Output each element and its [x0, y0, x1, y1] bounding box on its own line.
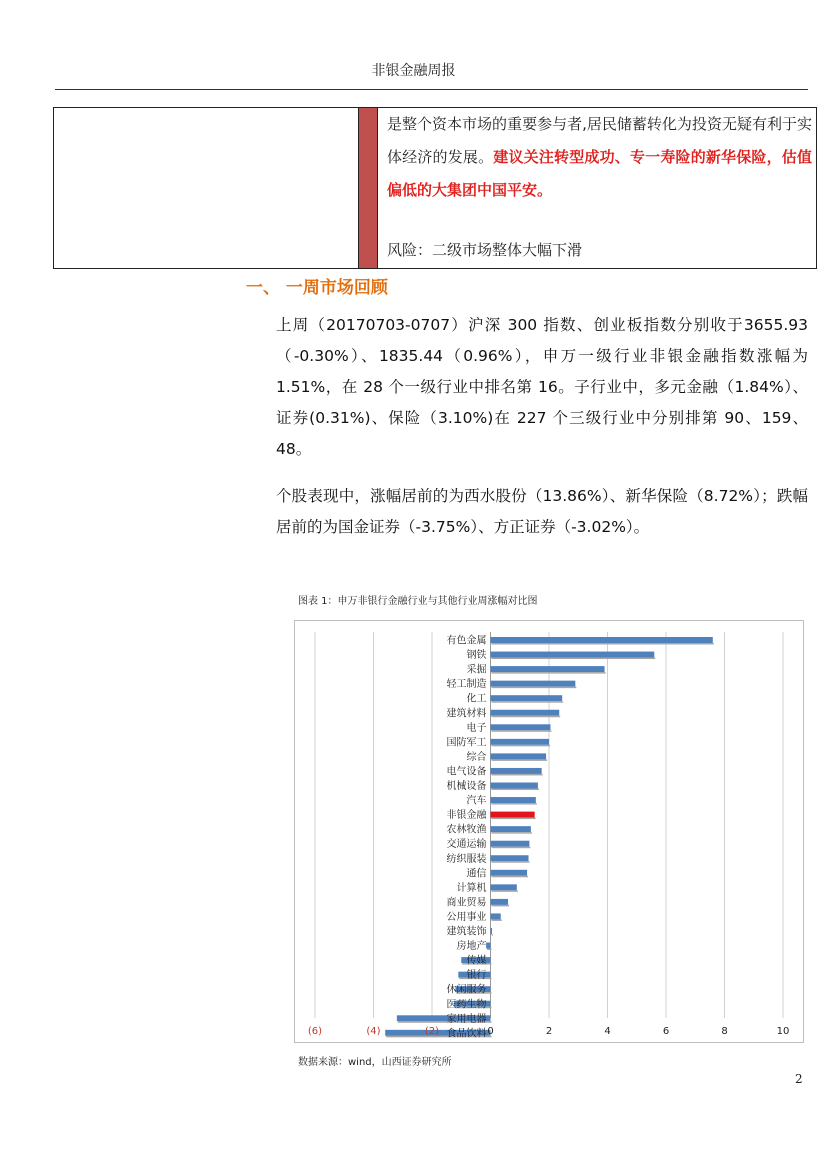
x-tick-label-2: (2)	[424, 1026, 440, 1037]
category-label-10: 机械设备	[446, 781, 487, 792]
bar-16	[491, 870, 528, 876]
bar-shadow-9	[492, 774, 543, 776]
category-label-5: 建筑材料	[446, 708, 487, 720]
category-label-6: 电子	[466, 722, 487, 734]
bar-shadow-15	[492, 861, 530, 863]
bar-13	[491, 826, 531, 832]
summary-left-cell	[54, 108, 359, 268]
bar-4	[491, 695, 563, 701]
section-heading: 一、 一周市场回顾	[246, 278, 388, 298]
bar-shadow-11	[492, 803, 537, 805]
bar-shadow-12	[492, 818, 536, 820]
bar-20	[491, 928, 493, 934]
bar-15	[491, 855, 529, 861]
category-label-26: 家用电器	[446, 1013, 487, 1025]
industry-weekly-change-chart	[294, 620, 804, 1043]
x-tick-label-8: 10	[776, 1026, 790, 1037]
report-header-title: 非银金融周报	[371, 63, 456, 79]
bar-shadow-19	[492, 919, 502, 921]
bar-6	[491, 724, 551, 730]
category-label-20: 建筑装饰	[446, 926, 487, 938]
bar-18	[491, 899, 509, 905]
bar-14	[491, 841, 530, 847]
bar-2	[491, 666, 605, 672]
category-label-22: 传媒	[466, 955, 487, 967]
x-tick-label-0: (6)	[307, 1026, 323, 1037]
category-label-0: 有色金属	[446, 635, 487, 647]
market-review-paragraph: 上周（20170703-0707）沪深 300 指数、创业板指数分别收于3655.93（-0.30%）、1835.44（0.96%），申万一级行业非银金融指数涨幅为 1.51%，在 28 个一级行业中排名第 16。子行业中，多元金融（1.84%）、证券(0.31%)、保险（3.10%)在 227 个三级行业中分别排第 90、159、48。	[276, 316, 808, 458]
bar-shadow-5	[492, 716, 561, 718]
summary-table	[53, 107, 817, 269]
bar-shadow-10	[492, 789, 539, 791]
bar-shadow-4	[492, 701, 564, 703]
stock-performance-paragraph: 个股表现中，涨幅居前的为西水股份（13.86%）、新华保险（8.72%）；跌幅居前的为国金证券（-3.75%）、方正证券（-3.02%）。	[276, 487, 808, 536]
bar-shadow-3	[492, 687, 577, 689]
bar-12	[491, 812, 535, 818]
summary-recommendation: 建议关注转型成功、专一寿险的新华保险，估值偏低的大集团中国平安。	[387, 148, 812, 199]
category-label-1: 钢铁	[466, 650, 487, 662]
category-label-13: 农林牧渔	[446, 824, 487, 836]
category-label-18: 商业贸易	[446, 897, 487, 909]
category-label-19: 公用事业	[446, 911, 487, 923]
category-label-12: 非银金融	[446, 810, 487, 822]
bar-11	[491, 797, 536, 803]
bar-shadow-1	[492, 658, 656, 660]
summary-plain-text: 是整个资本市场的重要参与者,居民储蓄转化为投资无疑有利于实体经济的发展。	[387, 115, 812, 166]
bar-shadow-14	[492, 847, 531, 849]
bar-17	[491, 884, 517, 890]
bar-shadow-8	[492, 759, 548, 761]
bar-shadow-0	[492, 643, 714, 645]
bar-7	[491, 739, 550, 745]
bar-shadow-2	[492, 672, 606, 674]
category-label-11: 汽车	[466, 795, 487, 807]
category-label-15: 纺织服装	[446, 853, 487, 865]
chart-source-note: 数据来源：wind，山西证券研究所	[298, 1057, 452, 1068]
chart-caption: 图表 1：申万非银行金融行业与其他行业周涨幅对比图	[298, 596, 538, 607]
category-label-23: 银行	[466, 970, 487, 982]
x-tick-label-3: 0	[487, 1026, 494, 1037]
category-label-9: 电气设备	[446, 766, 487, 778]
bar-21	[486, 943, 490, 949]
category-label-4: 化工	[466, 693, 487, 705]
category-label-14: 交通运输	[446, 839, 487, 851]
bar-shadow-21	[487, 949, 491, 951]
bar-shadow-13	[492, 832, 532, 834]
x-tick-label-4: 2	[545, 1026, 553, 1037]
header-divider	[55, 89, 808, 90]
x-tick-label-1: (4)	[366, 1026, 381, 1037]
category-label-21: 房地产	[456, 941, 487, 953]
category-label-7: 国防军工	[446, 737, 487, 749]
bar-shadow-18	[492, 905, 510, 907]
summary-text-cell	[387, 108, 812, 259]
bar-0	[491, 637, 713, 643]
bar-10	[491, 783, 538, 789]
x-tick-label-6: 6	[662, 1026, 670, 1037]
bar-shadow-6	[492, 730, 552, 732]
summary-paragraph	[387, 108, 812, 207]
bar-shadow-7	[492, 745, 551, 747]
category-label-27: 食品饮料	[446, 1028, 487, 1040]
bar-shadow-17	[492, 890, 518, 892]
bar-8	[491, 753, 547, 759]
category-label-3: 轻工制造	[446, 679, 487, 691]
bar-shadow-20	[492, 934, 494, 936]
category-label-24: 休闲服务	[446, 984, 487, 996]
category-label-25: 医药生物	[446, 999, 487, 1011]
bar-5	[491, 710, 560, 716]
category-label-17: 计算机	[456, 882, 487, 894]
summary-accent-bar	[359, 108, 378, 268]
bar-shadow-16	[492, 876, 529, 878]
page-number: 2	[795, 1072, 803, 1086]
x-tick-label-7: 8	[721, 1026, 728, 1037]
chart-svg	[294, 620, 804, 1043]
bar-3	[491, 681, 576, 687]
bar-1	[491, 652, 655, 658]
category-label-8: 综合	[466, 751, 487, 763]
category-label-2: 采掘	[466, 664, 487, 676]
category-label-16: 通信	[466, 868, 487, 880]
bar-9	[491, 768, 542, 774]
bar-19	[491, 913, 501, 919]
summary-risk: 风险：二级市场整体大幅下滑	[387, 241, 583, 259]
x-tick-label-5: 4	[604, 1026, 611, 1037]
